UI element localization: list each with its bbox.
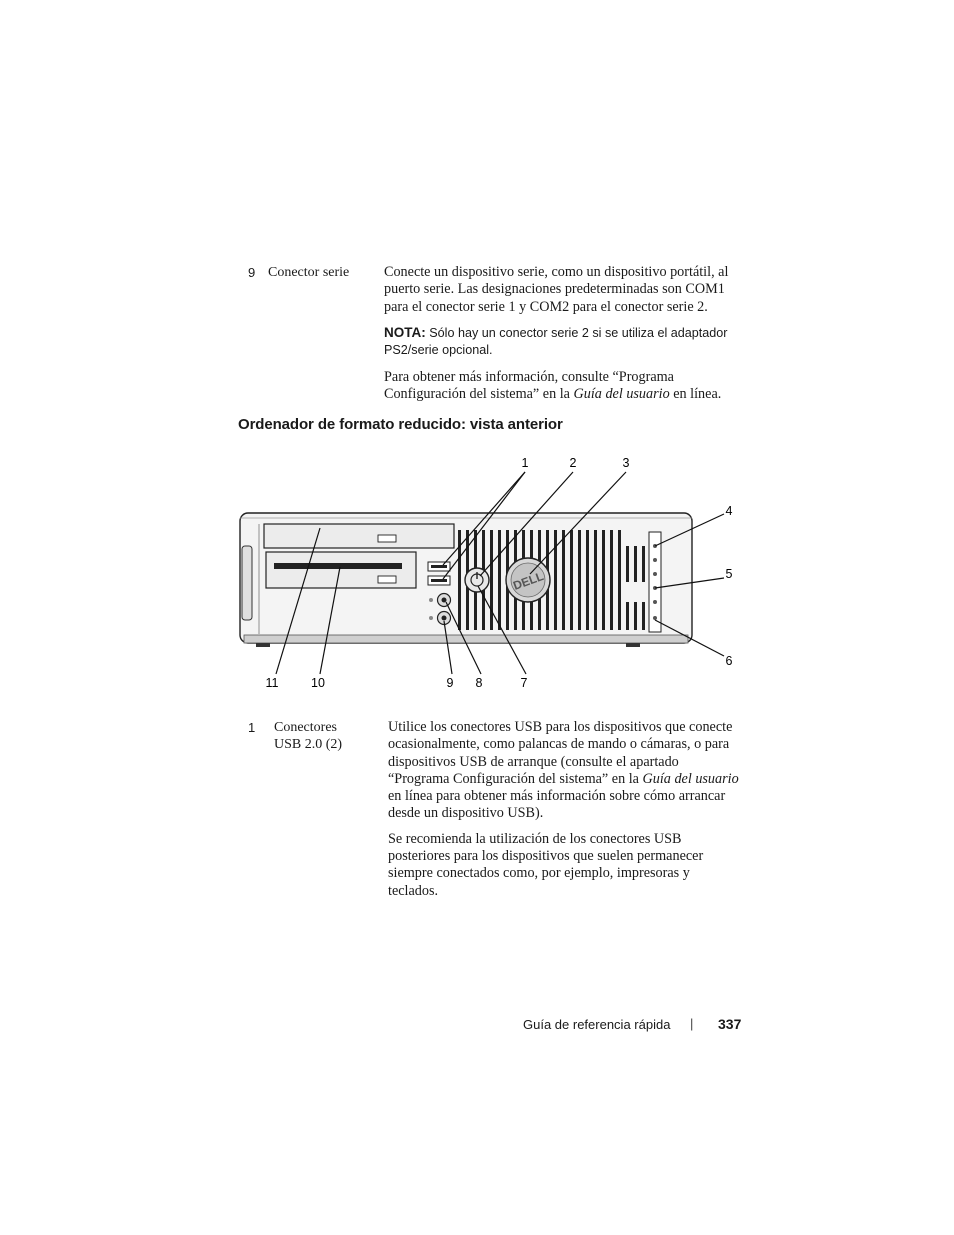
side-handle	[242, 546, 252, 620]
entry-1-description-block	[388, 719, 740, 908]
note-text: Sólo hay un conector serie 2 si se utiliza el adaptador PS2/serie opcional.	[384, 325, 728, 358]
callout-3: 3	[622, 456, 630, 470]
callout-8: 8	[475, 676, 483, 690]
foot-right	[626, 643, 640, 647]
callout-7: 7	[520, 676, 528, 690]
callout-5: 5	[725, 567, 733, 581]
entry-1-user-guide-title: Guía del usuario	[642, 770, 739, 787]
callout-2: 2	[569, 456, 577, 470]
more-info-text: Para obtener más información, consulte “Programa Configuración del sistema” en la	[384, 368, 674, 403]
callout-11: 11	[265, 676, 279, 690]
callout-1: 1	[521, 456, 529, 470]
floppy-slot	[274, 563, 402, 569]
callout-4: 4	[725, 504, 733, 518]
optical-eject-button	[378, 535, 396, 542]
dell-logo-text: DELL	[511, 569, 546, 593]
section-heading: Ordenador de formato reducido: vista anterior	[238, 416, 563, 433]
entry-9-term: Conector serie	[268, 265, 350, 280]
power-button	[465, 568, 489, 592]
entry-1-paragraph-2: Se recomienda la utilización de los conectores USB posteriores para los dispositivos que suelen permanecer siempre conectados como, por ejemplo, impresoras y teclados.	[388, 830, 704, 899]
optical-drive	[264, 524, 454, 548]
footer-title: Guía de referencia rápida	[523, 1017, 671, 1032]
entry-9-description-block	[384, 264, 740, 411]
computer-front-view-figure	[230, 450, 750, 700]
callout-6: 6	[725, 654, 733, 668]
floppy-eject-button	[378, 576, 396, 583]
entry-9-note	[384, 324, 740, 360]
user-guide-title: Guía del usuario	[573, 386, 670, 403]
callout-10: 10	[311, 676, 325, 690]
entry-1-p1-tail: en línea para obtener más información sobre cómo arrancar desde un dispositivo USB).	[388, 788, 726, 822]
entry-1-p1-text: Utilice los conectores USB para los dispositivos que conecte ocasionalmente, como palancas de mando o cámaras, o para dispositivos USB de arranque (consulte el apartado “Programa Configuración del sistema” en la	[388, 719, 733, 787]
entry-1-term-line-2: USB 2.0 (2)	[274, 737, 343, 752]
entry-1-term	[274, 719, 374, 753]
entry-1-number: 1	[248, 720, 256, 735]
note-label: NOTA:	[384, 324, 426, 340]
footer-separator: |	[690, 1016, 694, 1031]
foot-left	[256, 643, 270, 647]
more-info-tail: en línea.	[669, 386, 722, 403]
entry-9-description: Conecte un dispositivo serie, como un dispositivo portátil, al puerto serie. Las designaciones predeterminadas son COM1 para el conector serie 1 y COM2 para el conector serie 2.	[384, 264, 729, 315]
callout-9: 9	[446, 676, 454, 690]
entry-1-term-line-1: Conectores	[274, 720, 337, 735]
entry-9-more-info	[384, 369, 740, 404]
footer-page-number: 337	[718, 1016, 742, 1032]
entry-9-number: 9	[248, 265, 256, 280]
entry-1-paragraph-1	[388, 719, 740, 823]
